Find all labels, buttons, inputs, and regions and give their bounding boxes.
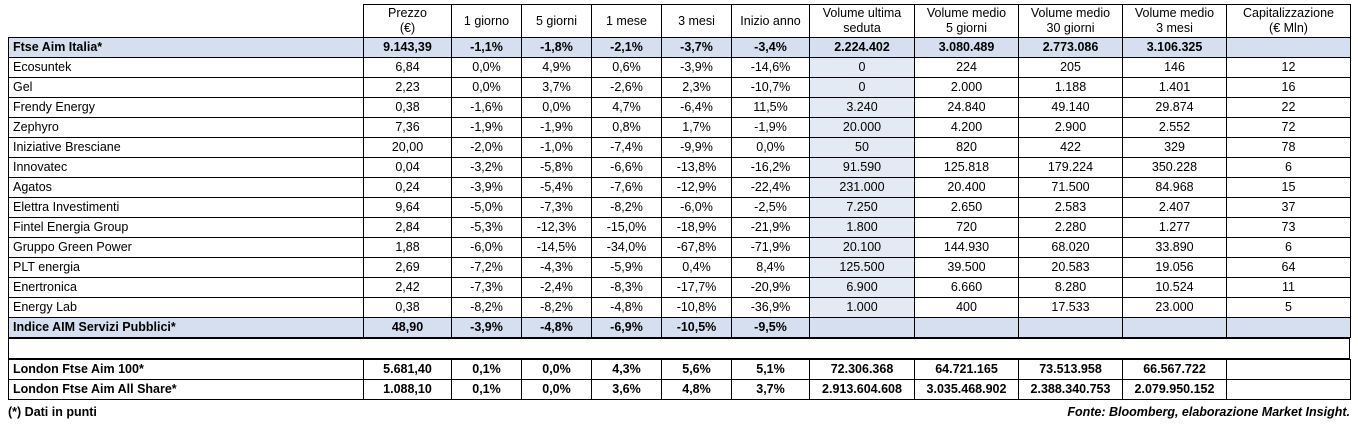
cell-5-giorni: -4,8% (522, 318, 592, 338)
cell-capitalizzazione (1227, 38, 1351, 58)
header-row (9, 5, 1351, 38)
cell-prezzo: 0,04 (364, 158, 452, 178)
row-label: Innovatec (9, 158, 364, 178)
row-label: Energy Lab (9, 298, 364, 318)
cell-inizio-anno: -16,2% (732, 158, 810, 178)
cell-3-mesi: -18,9% (662, 218, 732, 238)
cell-volume-medio-30-giorni: 20.583 (1019, 258, 1123, 278)
cell-1-giorno: -2,0% (452, 138, 522, 158)
cell-inizio-anno: 5,1% (732, 360, 810, 380)
table-gap (8, 338, 1350, 359)
cell-volume-medio-3-mesi: 146 (1123, 58, 1227, 78)
header-cell-empty (9, 5, 364, 38)
header-cell-1-mese (592, 5, 662, 38)
row-label: Zephyro (9, 118, 364, 138)
cell-3-mesi: -3,9% (662, 58, 732, 78)
cell-prezzo: 0,38 (364, 298, 452, 318)
cell-capitalizzazione (1227, 318, 1351, 338)
cell-volume-medio-5-giorni: 20.400 (915, 178, 1019, 198)
cell-volume-ultima-seduta: 20.000 (810, 118, 915, 138)
cell-volume-medio-5-giorni: 24.840 (915, 98, 1019, 118)
header-cell-5-giorni (522, 5, 592, 38)
cell-3-mesi: 0,4% (662, 258, 732, 278)
header-line-1: Capitalizzazione (1242, 6, 1335, 20)
cell-5-giorni: -5,8% (522, 158, 592, 178)
cell-5-giorni: -5,4% (522, 178, 592, 198)
cell-3-mesi: -12,9% (662, 178, 732, 198)
row-label: Frendy Energy (9, 98, 364, 118)
cell-capitalizzazione: 72 (1227, 118, 1351, 138)
table-header (9, 5, 1351, 38)
cell-1-giorno: 0,1% (452, 380, 522, 400)
row-label: London Ftse Aim 100* (9, 360, 364, 380)
cell-prezzo: 0,38 (364, 98, 452, 118)
cell-1-giorno: -7,2% (452, 258, 522, 278)
cell-3-mesi: -9,9% (662, 138, 732, 158)
cell-1-giorno: -3,9% (452, 178, 522, 198)
cell-inizio-anno: -3,4% (732, 38, 810, 58)
row-label: Elettra Investimenti (9, 198, 364, 218)
cell-3-mesi: 2,3% (662, 78, 732, 98)
cell-volume-medio-5-giorni: 144.930 (915, 238, 1019, 258)
cell-1-mese: -2,6% (592, 78, 662, 98)
cell-5-giorni: 0,0% (522, 98, 592, 118)
cell-volume-ultima-seduta: 0 (810, 58, 915, 78)
cell-capitalizzazione: 6 (1227, 238, 1351, 258)
table-row (9, 138, 1351, 158)
cell-3-mesi: -10,5% (662, 318, 732, 338)
cell-volume-medio-3-mesi: 3.106.325 (1123, 38, 1227, 58)
cell-volume-ultima-seduta: 72.306.368 (810, 360, 915, 380)
cell-capitalizzazione (1227, 360, 1351, 380)
cell-volume-medio-5-giorni: 125.818 (915, 158, 1019, 178)
cell-5-giorni: -1,8% (522, 38, 592, 58)
cell-volume-ultima-seduta: 2.913.604.608 (810, 380, 915, 400)
cell-inizio-anno: -2,5% (732, 198, 810, 218)
header-cell-inizio-anno (732, 5, 810, 38)
table-row (9, 58, 1351, 78)
spacer-cell (9, 339, 1350, 359)
cell-volume-medio-30-giorni: 2.773.086 (1019, 38, 1123, 58)
table-row (9, 360, 1351, 380)
cell-volume-medio-30-giorni: 8.280 (1019, 278, 1123, 298)
cell-5-giorni: -12,3% (522, 218, 592, 238)
table-row (9, 318, 1351, 338)
table-row (9, 78, 1351, 98)
cell-inizio-anno: 11,5% (732, 98, 810, 118)
row-label: Gruppo Green Power (9, 238, 364, 258)
header-line-1: Inizio anno (740, 13, 801, 28)
cell-inizio-anno: -20,9% (732, 278, 810, 298)
cell-capitalizzazione: 6 (1227, 158, 1351, 178)
cell-5-giorni: -7,3% (522, 198, 592, 218)
cell-volume-medio-5-giorni (915, 318, 1019, 338)
cell-3-mesi: -6,0% (662, 198, 732, 218)
cell-1-mese: -8,3% (592, 278, 662, 298)
cell-volume-medio-30-giorni: 73.513.958 (1019, 360, 1123, 380)
table-row (9, 380, 1351, 400)
cell-volume-medio-5-giorni: 39.500 (915, 258, 1019, 278)
cell-volume-medio-5-giorni: 2.000 (915, 78, 1019, 98)
cell-1-mese: -6,9% (592, 318, 662, 338)
cell-volume-medio-3-mesi (1123, 318, 1227, 338)
cell-1-mese: -7,4% (592, 138, 662, 158)
cell-volume-medio-30-giorni: 205 (1019, 58, 1123, 78)
cell-inizio-anno: -71,9% (732, 238, 810, 258)
cell-1-giorno: -7,3% (452, 278, 522, 298)
cell-1-mese: -7,6% (592, 178, 662, 198)
cell-capitalizzazione: 64 (1227, 258, 1351, 278)
row-label: Fintel Energia Group (9, 218, 364, 238)
cell-5-giorni: -8,2% (522, 298, 592, 318)
header-line-2: (€) (399, 21, 416, 35)
cell-1-mese: 0,8% (592, 118, 662, 138)
header-line-1: 1 giorno (463, 13, 510, 28)
cell-volume-ultima-seduta: 7.250 (810, 198, 915, 218)
cell-volume-medio-3-mesi: 10.524 (1123, 278, 1227, 298)
cell-volume-ultima-seduta: 91.590 (810, 158, 915, 178)
cell-5-giorni: 4,9% (522, 58, 592, 78)
cell-volume-medio-5-giorni: 64.721.165 (915, 360, 1019, 380)
cell-volume-ultima-seduta: 1.800 (810, 218, 915, 238)
cell-volume-medio-3-mesi: 1.277 (1123, 218, 1227, 238)
cell-volume-medio-5-giorni: 6.660 (915, 278, 1019, 298)
cell-1-giorno: 0,0% (452, 58, 522, 78)
cell-prezzo: 9,64 (364, 198, 452, 218)
cell-3-mesi: -10,8% (662, 298, 732, 318)
row-label: Enertronica (9, 278, 364, 298)
cell-3-mesi: -6,4% (662, 98, 732, 118)
cell-prezzo: 2,23 (364, 78, 452, 98)
cell-5-giorni: 3,7% (522, 78, 592, 98)
cell-5-giorni: -4,3% (522, 258, 592, 278)
cell-volume-medio-5-giorni: 2.650 (915, 198, 1019, 218)
cell-volume-medio-3-mesi: 84.968 (1123, 178, 1227, 198)
cell-1-giorno: -1,1% (452, 38, 522, 58)
header-cell-volume-medio-5-giorni (915, 5, 1019, 38)
cell-capitalizzazione: 11 (1227, 278, 1351, 298)
cell-volume-medio-3-mesi: 2.407 (1123, 198, 1227, 218)
cell-1-mese: 0,6% (592, 58, 662, 78)
cell-volume-medio-3-mesi: 2.079.950.152 (1123, 380, 1227, 400)
cell-capitalizzazione: 12 (1227, 58, 1351, 78)
cell-inizio-anno: 3,7% (732, 380, 810, 400)
cell-inizio-anno: -1,9% (732, 118, 810, 138)
cell-1-giorno: -6,0% (452, 238, 522, 258)
cell-volume-ultima-seduta: 3.240 (810, 98, 915, 118)
header-line-1: 1 mese (606, 13, 647, 28)
cell-3-mesi: -3,7% (662, 38, 732, 58)
cell-prezzo: 0,24 (364, 178, 452, 198)
cell-volume-medio-3-mesi: 2.552 (1123, 118, 1227, 138)
cell-volume-medio-3-mesi: 329 (1123, 138, 1227, 158)
cell-prezzo: 1,88 (364, 238, 452, 258)
source-note: Fonte: Bloomberg, elaborazione Market Insight. (1067, 405, 1350, 419)
cell-volume-medio-3-mesi: 1.401 (1123, 78, 1227, 98)
cell-volume-medio-30-giorni: 2.900 (1019, 118, 1123, 138)
cell-volume-medio-3-mesi: 23.000 (1123, 298, 1227, 318)
cell-capitalizzazione: 16 (1227, 78, 1351, 98)
row-label: London Ftse Aim All Share* (9, 380, 364, 400)
cell-inizio-anno: -10,7% (732, 78, 810, 98)
cell-capitalizzazione: 15 (1227, 178, 1351, 198)
cell-volume-ultima-seduta: 50 (810, 138, 915, 158)
cell-volume-medio-30-giorni: 2.583 (1019, 198, 1123, 218)
cell-volume-ultima-seduta: 231.000 (810, 178, 915, 198)
cell-volume-medio-3-mesi: 66.567.722 (1123, 360, 1227, 380)
header-line-2: 30 giorni (1046, 21, 1095, 35)
cell-volume-medio-30-giorni (1019, 318, 1123, 338)
row-label: Ecosuntek (9, 58, 364, 78)
cell-inizio-anno: -9,5% (732, 318, 810, 338)
cell-prezzo: 6,84 (364, 58, 452, 78)
cell-volume-medio-3-mesi: 19.056 (1123, 258, 1227, 278)
table-row (9, 298, 1351, 318)
cell-volume-medio-30-giorni: 68.020 (1019, 238, 1123, 258)
header-line-1: Volume medio (1030, 6, 1111, 20)
header-line-2: 5 giorni (946, 21, 987, 35)
cell-3-mesi: 5,6% (662, 360, 732, 380)
cell-prezzo: 9.143,39 (364, 38, 452, 58)
cell-capitalizzazione: 78 (1227, 138, 1351, 158)
cell-volume-medio-30-giorni: 2.280 (1019, 218, 1123, 238)
london-table-body (9, 360, 1351, 400)
cell-1-mese: 3,6% (592, 380, 662, 400)
cell-1-giorno: -3,2% (452, 158, 522, 178)
main-table (8, 4, 1351, 338)
cell-1-giorno: -5,0% (452, 198, 522, 218)
cell-volume-medio-5-giorni: 3.080.489 (915, 38, 1019, 58)
table-row (9, 158, 1351, 178)
cell-volume-ultima-seduta: 1.000 (810, 298, 915, 318)
cell-5-giorni: -1,0% (522, 138, 592, 158)
cell-3-mesi: 1,7% (662, 118, 732, 138)
row-label: PLT energia (9, 258, 364, 278)
header-cell-1-giorno (452, 5, 522, 38)
cell-5-giorni: 0,0% (522, 380, 592, 400)
cell-prezzo: 48,90 (364, 318, 452, 338)
cell-prezzo: 5.681,40 (364, 360, 452, 380)
cell-prezzo: 20,00 (364, 138, 452, 158)
cell-volume-medio-5-giorni: 820 (915, 138, 1019, 158)
table-row (9, 218, 1351, 238)
table-row (9, 278, 1351, 298)
header-line-1: 5 giorni (536, 13, 577, 28)
table-row (9, 198, 1351, 218)
cell-3-mesi: -67,8% (662, 238, 732, 258)
cell-1-mese: 4,3% (592, 360, 662, 380)
cell-3-mesi: -13,8% (662, 158, 732, 178)
cell-1-mese: -6,6% (592, 158, 662, 178)
cell-inizio-anno: -14,6% (732, 58, 810, 78)
header-cell-volume-medio-3-mesi (1123, 5, 1227, 38)
cell-volume-medio-5-giorni: 4.200 (915, 118, 1019, 138)
cell-volume-medio-5-giorni: 400 (915, 298, 1019, 318)
cell-volume-medio-5-giorni: 3.035.468.902 (915, 380, 1019, 400)
header-cell-volume-ultima-seduta (810, 5, 915, 38)
cell-1-mese: -15,0% (592, 218, 662, 238)
table-row (9, 258, 1351, 278)
cell-5-giorni: -14,5% (522, 238, 592, 258)
cell-inizio-anno: -22,4% (732, 178, 810, 198)
cell-prezzo: 1.088,10 (364, 380, 452, 400)
cell-volume-medio-3-mesi: 350.228 (1123, 158, 1227, 178)
cell-inizio-anno: 0,0% (732, 138, 810, 158)
table-row (9, 38, 1351, 58)
cell-1-giorno: -5,3% (452, 218, 522, 238)
cell-volume-medio-3-mesi: 29.874 (1123, 98, 1227, 118)
footer (8, 405, 1350, 419)
cell-volume-medio-30-giorni: 49.140 (1019, 98, 1123, 118)
footnote: (*) Dati in punti (8, 405, 97, 419)
cell-1-giorno: -1,9% (452, 118, 522, 138)
row-label: Indice AIM Servizi Pubblici* (9, 318, 364, 338)
header-line-1: 3 mesi (678, 13, 715, 28)
header-cell-3-mesi (662, 5, 732, 38)
row-label: Ftse Aim Italia* (9, 38, 364, 58)
cell-capitalizzazione: 37 (1227, 198, 1351, 218)
cell-1-giorno: -3,9% (452, 318, 522, 338)
cell-prezzo: 2,42 (364, 278, 452, 298)
table-row (9, 238, 1351, 258)
cell-3-mesi: -17,7% (662, 278, 732, 298)
cell-volume-medio-5-giorni: 224 (915, 58, 1019, 78)
cell-volume-medio-30-giorni: 1.188 (1019, 78, 1123, 98)
header-line-1: Volume medio (1134, 6, 1215, 20)
cell-1-mese: -5,9% (592, 258, 662, 278)
cell-prezzo: 7,36 (364, 118, 452, 138)
table-row (9, 178, 1351, 198)
cell-1-mese: -8,2% (592, 198, 662, 218)
cell-volume-medio-30-giorni: 17.533 (1019, 298, 1123, 318)
header-line-1: Volume medio (926, 6, 1007, 20)
header-line-2: seduta (843, 21, 881, 35)
cell-1-mese: 4,7% (592, 98, 662, 118)
cell-5-giorni: 0,0% (522, 360, 592, 380)
header-line-2: (€ Mln) (1269, 21, 1308, 35)
header-line-1: Volume ultima (822, 6, 902, 20)
london-table (8, 359, 1351, 400)
cell-volume-ultima-seduta: 2.224.402 (810, 38, 915, 58)
row-label: Iniziative Bresciane (9, 138, 364, 158)
cell-capitalizzazione: 73 (1227, 218, 1351, 238)
cell-5-giorni: -2,4% (522, 278, 592, 298)
cell-inizio-anno: 8,4% (732, 258, 810, 278)
cell-5-giorni: -1,9% (522, 118, 592, 138)
header-cell-volume-medio-30-giorni (1019, 5, 1123, 38)
table-row (9, 118, 1351, 138)
cell-inizio-anno: -36,9% (732, 298, 810, 318)
row-label: Agatos (9, 178, 364, 198)
cell-1-giorno: 0,0% (452, 78, 522, 98)
cell-capitalizzazione (1227, 380, 1351, 400)
cell-1-giorno: -8,2% (452, 298, 522, 318)
table-body (9, 38, 1351, 338)
cell-1-giorno: -1,6% (452, 98, 522, 118)
cell-1-mese: -4,8% (592, 298, 662, 318)
row-label: Gel (9, 78, 364, 98)
cell-volume-medio-30-giorni: 2.388.340.753 (1019, 380, 1123, 400)
cell-1-mese: -2,1% (592, 38, 662, 58)
cell-prezzo: 2,84 (364, 218, 452, 238)
header-line-1: Prezzo (388, 6, 427, 20)
cell-volume-medio-30-giorni: 179.224 (1019, 158, 1123, 178)
cell-1-mese: -34,0% (592, 238, 662, 258)
cell-1-giorno: 0,1% (452, 360, 522, 380)
cell-volume-ultima-seduta: 20.100 (810, 238, 915, 258)
header-cell-capitalizzazione (1227, 5, 1351, 38)
cell-capitalizzazione: 22 (1227, 98, 1351, 118)
cell-inizio-anno: -21,9% (732, 218, 810, 238)
cell-volume-ultima-seduta (810, 318, 915, 338)
cell-prezzo: 2,69 (364, 258, 452, 278)
cell-capitalizzazione: 5 (1227, 298, 1351, 318)
header-cell-prezzo (364, 5, 452, 38)
header-line-2: 3 mesi (1156, 21, 1193, 35)
cell-volume-medio-30-giorni: 71.500 (1019, 178, 1123, 198)
cell-volume-ultima-seduta: 6.900 (810, 278, 915, 298)
cell-volume-medio-3-mesi: 33.890 (1123, 238, 1227, 258)
cell-volume-medio-30-giorni: 422 (1019, 138, 1123, 158)
cell-3-mesi: 4,8% (662, 380, 732, 400)
cell-volume-ultima-seduta: 0 (810, 78, 915, 98)
table-row (9, 98, 1351, 118)
cell-volume-ultima-seduta: 125.500 (810, 258, 915, 278)
cell-volume-medio-5-giorni: 720 (915, 218, 1019, 238)
